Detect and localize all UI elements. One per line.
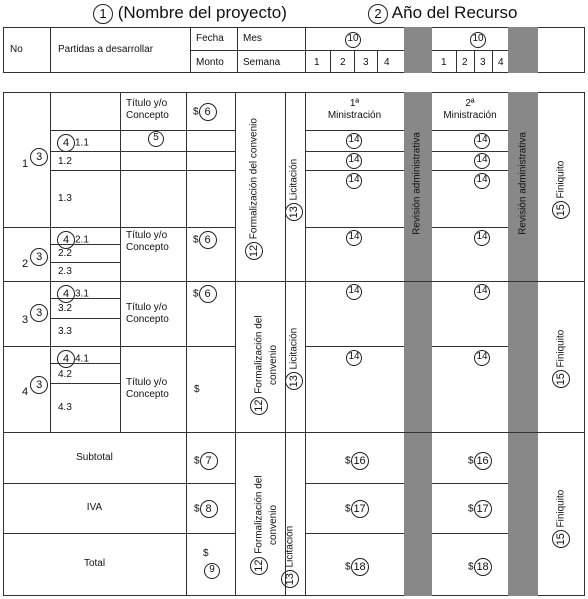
subtotal-min-1: $ 16 bbox=[345, 452, 369, 470]
partida-2-3: 2.3 bbox=[58, 266, 72, 277]
item-3: 33 bbox=[22, 314, 48, 326]
item-1: 13 bbox=[22, 158, 48, 170]
marker-14: 14 bbox=[474, 230, 490, 246]
marker-12: 12 bbox=[250, 557, 268, 575]
marker-14: 14 bbox=[346, 153, 362, 169]
partida-1-3: 1.3 bbox=[58, 193, 72, 204]
total-min-2: $ 18 bbox=[468, 558, 492, 576]
marker-1: 1 bbox=[93, 4, 113, 24]
mes-label: Mes bbox=[243, 33, 262, 44]
week-1-a: 1 bbox=[314, 57, 320, 68]
marker-14: 14 bbox=[346, 284, 362, 300]
marker-14: 14 bbox=[346, 230, 362, 246]
subtotal-min-2: $ 16 bbox=[468, 452, 492, 470]
formalizacion-label-1: 12 Formalización del convenio bbox=[245, 120, 263, 260]
iva-min-1: $ 17 bbox=[345, 500, 369, 518]
subtotal-amount: $ 7 bbox=[194, 452, 218, 470]
resource-year-label: Año del Recurso bbox=[391, 3, 518, 22]
fecha-label: Fecha bbox=[196, 33, 224, 44]
revision-label-1: Revisión administrativa bbox=[411, 132, 423, 235]
marker-15: 15 bbox=[552, 530, 570, 548]
monto-label: Monto bbox=[196, 57, 224, 68]
total-dollar: $ bbox=[203, 548, 209, 559]
week-3-a: 3 bbox=[363, 57, 369, 68]
marker-14: 14 bbox=[474, 153, 490, 169]
week-4-b: 4 bbox=[498, 57, 504, 68]
partida-1-1: 4 1.1 bbox=[57, 134, 89, 152]
marker-10-a: 10 bbox=[345, 32, 361, 48]
marker-12: 12 bbox=[250, 397, 268, 415]
iva-amount: $ 8 bbox=[194, 500, 218, 518]
titulo-concepto-3: Título y/o Concepto bbox=[126, 302, 169, 325]
amount-cell-1: $ 6 bbox=[193, 103, 217, 121]
formalizacion-label-3: 12 Formalización del convenio bbox=[250, 465, 280, 585]
resource-year-heading bbox=[368, 3, 517, 24]
partida-4-1: 4 4.1 bbox=[57, 350, 89, 368]
marker-15: 15 bbox=[552, 201, 570, 219]
week-2-a: 2 bbox=[340, 57, 346, 68]
marker-5: 5 bbox=[148, 131, 164, 147]
week-4-a: 4 bbox=[384, 57, 390, 68]
marker-7: 7 bbox=[200, 452, 218, 470]
no-header: No bbox=[10, 44, 23, 55]
marker-14: 14 bbox=[474, 133, 490, 149]
finiquito-label-1: 15 Finiquito bbox=[552, 150, 570, 230]
licitacion-label-1: 13 Licitación bbox=[285, 150, 303, 230]
partida-4-3: 4.3 bbox=[58, 402, 72, 413]
marker-3: 3 bbox=[30, 248, 48, 266]
titulo-concepto-1: Título y/o Concepto bbox=[126, 98, 169, 121]
iva-label: IVA bbox=[86, 502, 103, 513]
marker-16: 16 bbox=[351, 452, 369, 470]
week-3-b: 3 bbox=[480, 57, 486, 68]
marker-3: 3 bbox=[30, 304, 48, 322]
marker-14: 14 bbox=[346, 173, 362, 189]
marker-9: 9 bbox=[204, 563, 220, 579]
subtotal-label: Subtotal bbox=[76, 452, 113, 463]
titulo-concepto-2: Título y/o Concepto bbox=[126, 230, 169, 253]
partida-3-2: 3.2 bbox=[58, 303, 72, 314]
partida-3-3: 3.3 bbox=[58, 326, 72, 337]
partida-3-1: 4 3.1 bbox=[57, 285, 89, 303]
marker-4: 4 bbox=[57, 350, 75, 368]
licitacion-label-2: 13 Licitación bbox=[285, 319, 303, 399]
marker-13: 13 bbox=[285, 203, 303, 221]
marker-3: 3 bbox=[30, 148, 48, 166]
ministracion-1-header: 1ª Ministración bbox=[327, 98, 382, 121]
marker-15: 15 bbox=[552, 370, 570, 388]
partidas-header: Partidas a desarrollar bbox=[58, 44, 154, 55]
marker-6: 6 bbox=[199, 285, 217, 303]
marker-4: 4 bbox=[57, 134, 75, 152]
marker-18: 18 bbox=[474, 558, 492, 576]
item-2: 23 bbox=[22, 258, 48, 270]
marker-14: 14 bbox=[474, 350, 490, 366]
finiquito-label-3: 15 Finiquito bbox=[552, 479, 570, 559]
marker-18: 18 bbox=[351, 558, 369, 576]
marker-14: 14 bbox=[346, 350, 362, 366]
amount-cell-3: $ 6 bbox=[193, 285, 217, 303]
marker-13: 13 bbox=[281, 570, 299, 588]
marker-3: 3 bbox=[30, 376, 48, 394]
partida-2-2: 2.2 bbox=[58, 248, 72, 259]
iva-min-2: $ 17 bbox=[468, 500, 492, 518]
licitacion-label-3: 13 Licitación bbox=[281, 517, 299, 597]
ministracion-2-header: 2ª Ministración bbox=[443, 98, 497, 121]
marker-4: 4 bbox=[57, 231, 75, 249]
marker-14: 14 bbox=[474, 284, 490, 300]
marker-17: 17 bbox=[351, 500, 369, 518]
project-name-label: (Nombre del proyecto) bbox=[117, 3, 287, 22]
total-label: Total bbox=[83, 558, 106, 569]
total-min-1: $ 18 bbox=[345, 558, 369, 576]
marker-10-b: 10 bbox=[470, 32, 486, 48]
titulo-concepto-4: Título y/o Concepto bbox=[126, 377, 169, 400]
marker-6: 6 bbox=[199, 231, 217, 249]
amount-cell-2: $ 6 bbox=[193, 231, 217, 249]
revision-label-2: Revisión administrativa bbox=[517, 132, 529, 235]
marker-12: 12 bbox=[245, 242, 263, 260]
week-1-b: 1 bbox=[441, 57, 447, 68]
partida-1-2: 1.2 bbox=[58, 156, 72, 167]
project-name-heading bbox=[93, 3, 287, 24]
amount-cell-4: $ bbox=[194, 384, 200, 395]
marker-14: 14 bbox=[346, 133, 362, 149]
marker-8: 8 bbox=[200, 500, 218, 518]
marker-13: 13 bbox=[285, 372, 303, 390]
semana-label: Semana bbox=[243, 57, 281, 68]
marker-16: 16 bbox=[474, 452, 492, 470]
marker-17: 17 bbox=[474, 500, 492, 518]
formalizacion-label-2: 12 Formalización del convenio bbox=[250, 305, 280, 425]
marker-2: 2 bbox=[368, 4, 388, 24]
marker-6: 6 bbox=[199, 103, 217, 121]
finiquito-label-2: 15 Finiquito bbox=[552, 319, 570, 399]
partida-2-1: 4 2.1 bbox=[57, 231, 89, 249]
item-4: 43 bbox=[22, 386, 48, 398]
marker-14: 14 bbox=[474, 173, 490, 189]
week-2-b: 2 bbox=[462, 57, 468, 68]
marker-4: 4 bbox=[57, 285, 75, 303]
partida-4-2: 4.2 bbox=[58, 369, 72, 380]
